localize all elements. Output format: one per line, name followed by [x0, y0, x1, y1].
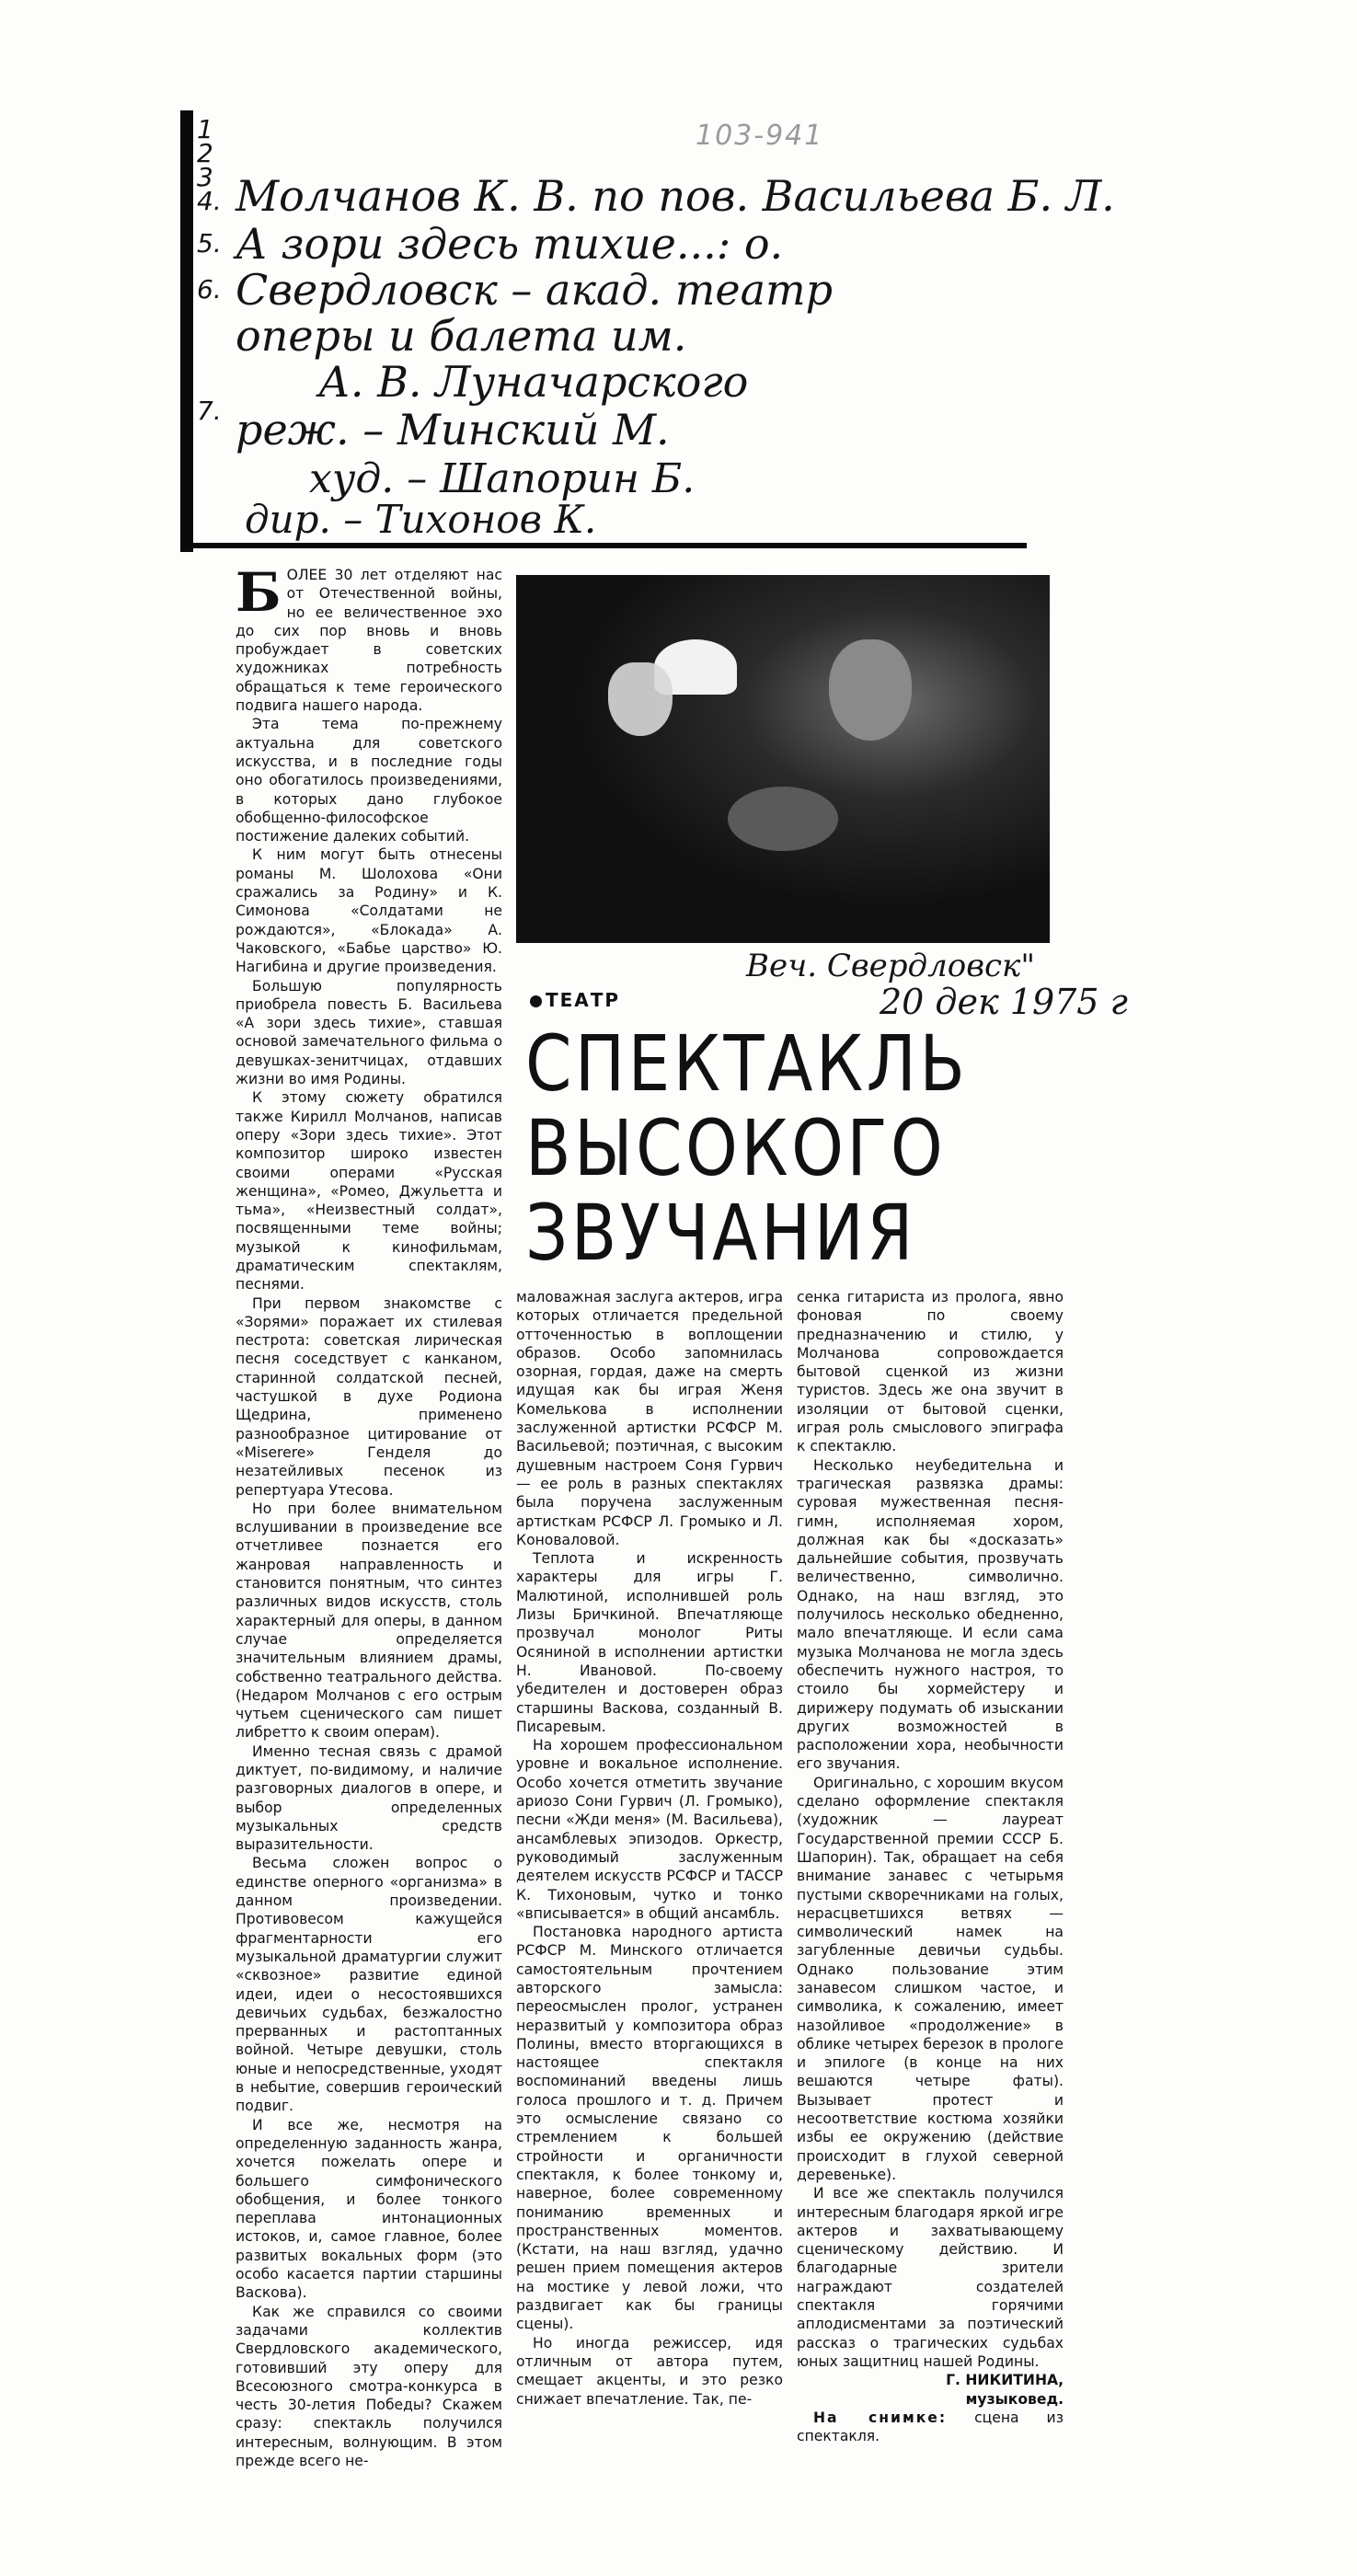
publication-note: Веч. Свердловск" [746, 948, 1036, 984]
paragraph: И все же спектакль получился интересным благодаря яркой игре актеров и захватывающему сценическому действию. И благодарные зрители награждают создателей спектакля горячими аплодисментами за поэтический рассказ о трагических судьбах юных защитниц нашей Родины. [797, 2185, 1064, 2370]
article-column-1 [236, 561, 502, 2470]
paragraph: К ним могут быть отнесены романы М. Шолохова «Они сражались за Родину» и К. Симонова «Солдатами не рождаются», «Блокада» А. Чаковского, «Бабье царство» Ю. Нагибина и другие произведения. [236, 846, 502, 976]
paragraph: Именно тесная связь с драмой диктует, по-видимому, и наличие разговорных диалогов в опере, и выбор определенных музыкальных средств выразительности. [236, 1742, 502, 1854]
photo-figure-face [829, 639, 912, 741]
headline-line: ВЫСОКОГО [525, 1103, 947, 1193]
paragraph: Как же справился со своими задачами коллектив Свердловского академического, готовивший эту оперу для Всесоюзного смотра-конкурса в честь 30-летия Победы? Скажем сразу: спектакль получился интересным, волнующим. В этом прежде всего не- [236, 2303, 502, 2469]
paragraph: Оригинально, с хорошим вкусом сделано оформление спектакля (художник — лауреат Государственной премии СССР Б. Шапорин). Так, обращает на себя внимание занавес с четырьмя пустыми скворечниками на голых, нерасцветшихся ветвях — символический намек на загубленные девичьи судьбы. Однако пользование этим занавесом слишком частое, и символика, к сожалению, имеет назойливое «продолжение» в облике четырех березок в прологе и эпилоге (в конце на них вешаются четыре фаты). Вызывает протест и несоответствие костюма хозяйки избы ее окружению (действие происходит в глухой северной деревеньке). [797, 1774, 1064, 2183]
line-number: 5. [197, 228, 222, 259]
card-bottom-rule [180, 543, 1027, 548]
paragraph: Весьма сложен вопрос о единстве оперного «организма» в данном произведении. Противовесом кажущейся фрагментарности его музыкальной драматургии служит «сквозное» развитие единой идеи, идеи о несостоявшихся девичьих судьбах, безжалостно прерванных и растоптанных войной. Четыре девушки, столь юные и непосредственные, уходят в небытие, совершив героический подвиг. [236, 1855, 502, 2115]
line-number: 1 [197, 114, 213, 144]
catalog-entry-artist: худ. – Шапорин Б. [309, 455, 696, 502]
catalog-entry-theatre: Свердловск – акад. театр [236, 265, 834, 315]
catalog-entry-director: реж. – Минский М. [236, 405, 670, 454]
catalog-entry-title: А зори здесь тихие...: о. [236, 219, 784, 269]
line-number: 4. [197, 186, 222, 216]
paragraph: Постановка народного артиста РСФСР М. Минского отличается самостоятельным прочтением авторского замысла: переосмыслен пролог, устранен неразвитый у композитора образ Полины, вместо вторгающихся в настоящее спектакля воспоминаний введены лишь голоса прошлого и т. д. Причем это осмысление связано со стремлением к большей стройности и органичности спектакля, к более тонкому и, наверное, более современному пониманию временных и пространственных моментов. (Кстати, на наш взгляд, удачно решен прием помещения актеров на мостике у левой ложи, что раздвигает как бы границы сцены). [516, 1924, 783, 2333]
photo-figure-hands [728, 787, 838, 851]
headline [525, 1018, 1000, 1278]
publication-date: 20 дек 1975 г [880, 982, 1128, 1022]
photo-caption [797, 2409, 1064, 2446]
newspaper-clipping [236, 557, 1128, 2469]
card-left-bar [180, 110, 193, 552]
bullet-icon [530, 995, 542, 1007]
paragraph: Эта тема по-прежнему актуальна для советского искусства, и в последние годы оно обогатилось произведениями, в которых дано глубокое обобщенно-философское постижение далеких событий. [236, 716, 502, 845]
paragraph: Но иногда режиссер, идя отличным от автора путем, смещает акценты, и это резко снижает впечатление. Так, пе- [516, 2334, 783, 2408]
paragraph: Теплота и искренность характеры для игры Г. Малютиной, исполнившей роль Лизы Бричкиной. Впечатляюще прозвучал монолог Риты Осяниной в исполнении артистки Н. Ивановой. По-своему убедителен и достоверен образ старшины Васкова, созданный В. Писаревым. [516, 1550, 783, 1735]
author-signature [797, 2371, 1064, 2409]
caption-text: сцена из спектакля. [797, 2409, 1064, 2445]
paragraph: маловажная заслуга актеров, игра которых отличается предельной отточенностью в воплощении образов. Особо запомнилась озорная, гордая, даже на смерть идущая как бы играя Женя Комелькова в исполнении заслуженной артистки РСФСР М. Васильевой; поэтичная, с высоким душевным настроем Соня Гурвич — ее роль в разных спектаклях была поручена заслуженным артисткам РСФСР Л. Громыко и Л. Коноваловой. [516, 1289, 784, 1548]
catalog-entry-theatre-2: оперы и балета им. [236, 311, 687, 361]
paragraph: сенка гитариста из пролога, явно фоновая по своему предназначению и стилю, у Молчанова сопровождается бытовой сценкой из жизни туристов. Здесь же она звучит в изоляции от бытовой сценки, играя роль смыслового эпиграфа к спектаклю. [797, 1289, 1064, 1455]
paragraph: Но при более внимательном вслушивании в произведение все отчетливее познается его жанровая направленность и становится понятным, что синтез различных видов искусств, столь характерный для оперы, в данном случае определяется значительным влиянием драмы, собственно театрального действа. (Недаром Молчанов с его острым чутьем сценического сам пишет либретто к своим операм). [236, 1500, 502, 1742]
headline-line: СПЕКТАКЛЬ [525, 1018, 969, 1109]
line-number: 3 [197, 162, 213, 192]
article-column-3 [797, 1288, 1064, 2445]
line-number: 6. [197, 274, 222, 305]
paragraph: К этому сюжету обратился также Кирилл Молчанов, написав оперу «Зори здесь тихие». Этот композитор широко известен своими операми «Русская женщина», «Ромео, Джульетта и тьма», «Неизвестный солдат», посвященными теме войны; музыкой к кинофильмам, драматическим спектаклям, песнями. [236, 1089, 502, 1294]
author-role: музыковед. [965, 2390, 1064, 2408]
article-column-2 [516, 1288, 783, 2409]
caption-label: На снимке: [813, 2409, 948, 2426]
catalog-entry-author: Молчанов К. В. по пов. Васильева Б. Л. [236, 171, 1115, 221]
line-number: 2 [197, 138, 213, 168]
paragraph: При первом знакомстве с «Зорями» поражает их стилевая пестрота: советская лирическая песня соседствует с канканом, старинной солдатской песней, частушкой в духе Родиона Щедрина, применено разнообразное цитирование от «Miserere» Генделя до незатейливых песенок из репертуара Утесова. [236, 1294, 502, 1499]
author-name: Г. НИКИТИНА, [946, 2372, 1064, 2389]
photo-figure-face [608, 662, 673, 736]
paragraph: И все же, несмотря на определенную заданность жанра, хочется пожелать опере и большего симфонического обобщения, и более тонкого переплава интонационных истоков, и, самое главное, более развитых вокальных форм (это особо касается партии старшины Васкова). [236, 2116, 502, 2302]
archive-stamp: 103-941 [696, 120, 824, 152]
paragraph: Несколько неубедительна и трагическая развязка драмы: суровая мужественная песня-гимн, исполняемая хором, должная как бы «досказать» дальнейшие события, прозвучать величественно, символично. Однако, на наш взгляд, это получилось несколько обедненно, мало впечатляюще. И если сама музыка Молчанова не могла здесь обеспечить нужного настроя, то стоило бы хормейстеру и дирижеру подумать об изыскании других возможностей в расположении хора, необычности его звучания. [797, 1456, 1064, 1773]
paragraph: Большую популярность приобрела повесть Б. Васильева «А зори здесь тихие», ставшая основой замечательного фильма о девушках-зенитчицах, отдавших жизни во имя Родины. [236, 977, 502, 1088]
scene-photo [516, 575, 1050, 943]
section-label-text: ТЕАТР [546, 989, 621, 1011]
paragraph: На хорошем профессиональном уровне и вокальное исполнение. Особо хочется отметить звучание ариозо Сони Гурвич (Л. Громыко), песни «Жди меня» (М. Васильева), ансамблевых эпизодов. Оркестр, руководимый заслуженным деятелем искусств РСФСР и ТАССР К. Тихоновым, чутко и тонко «вписывается» в общий ансамбль. [516, 1737, 783, 1922]
section-label [530, 989, 620, 1011]
line-number: 7. [197, 396, 222, 426]
paragraph: ОЛЕЕ 30 лет отделяют нас от Отечественной войны, но ее величественное эхо до сих пор вновь и вновь пробуждает в советских художниках потребность обращаться к теме героического подвига нашего народа. [236, 567, 502, 715]
catalog-entry-theatre-3: А. В. Луначарского [318, 357, 749, 407]
catalog-card [180, 110, 1115, 543]
drop-cap: Б [236, 561, 282, 624]
headline-line: ЗВУЧАНИЯ [525, 1188, 916, 1278]
catalog-entry-conductor: дир. – Тихонов К. [245, 497, 597, 542]
